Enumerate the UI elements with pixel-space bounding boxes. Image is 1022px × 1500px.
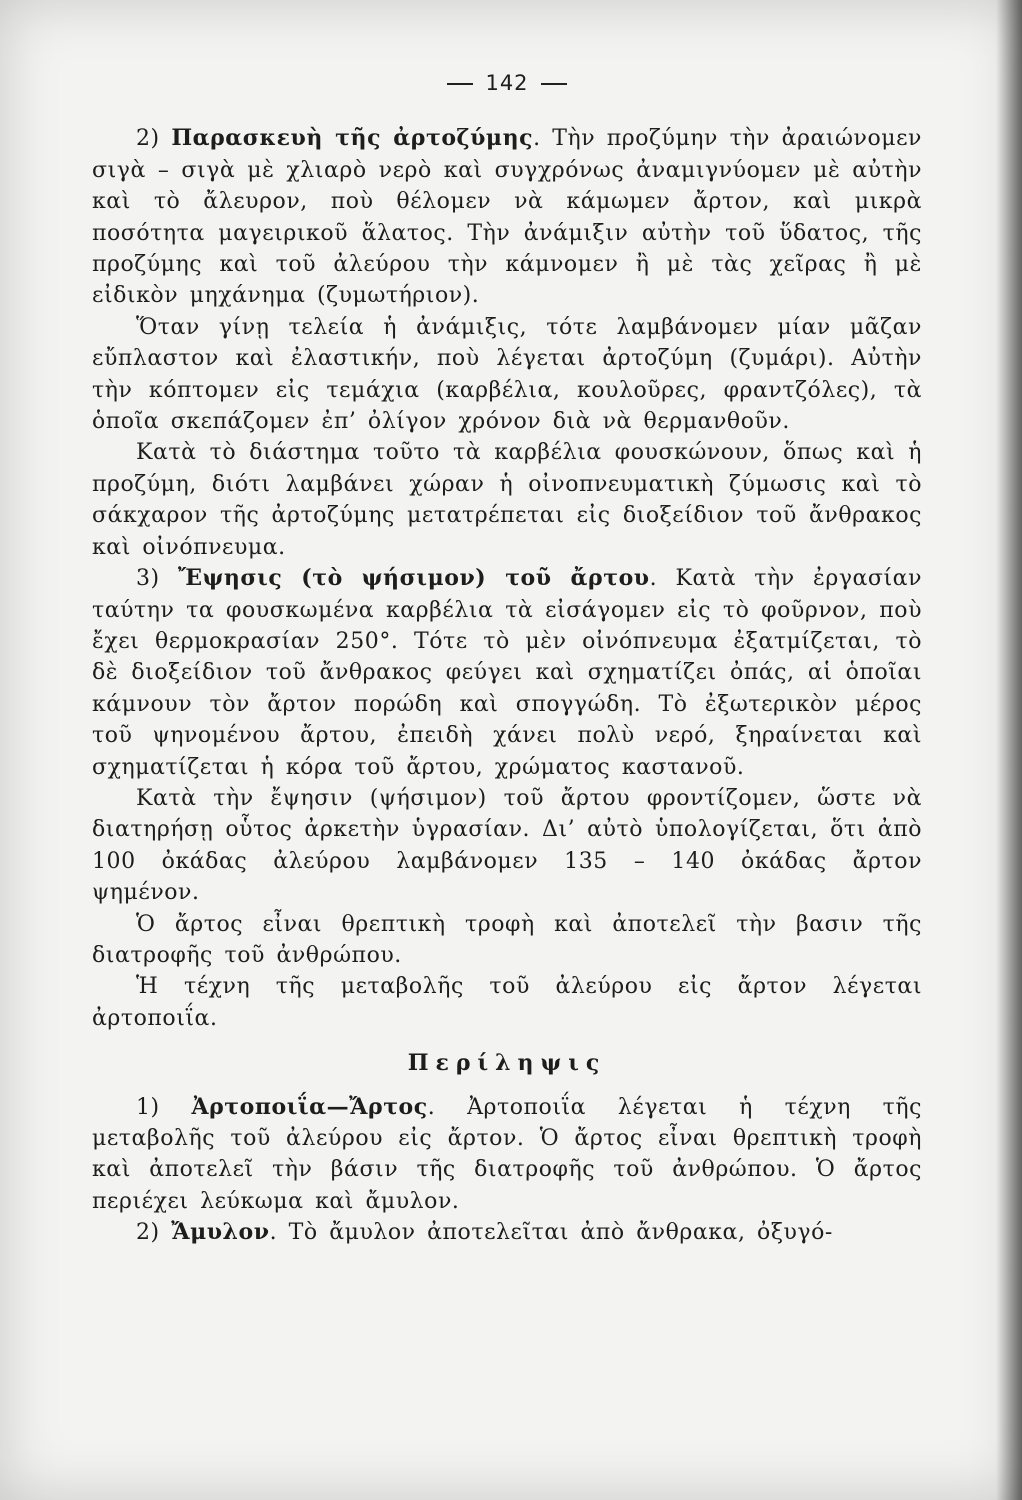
summary-text: . Τὸ ἄμυλον ἀποτελεῖται ἀπὸ ἄνθρακα, ὀξυγό- — [269, 1220, 833, 1246]
section-title: Ἔψησις (τὸ ψήσιμον) τοῦ ἄρτου — [178, 565, 650, 592]
summary-number: 2) — [136, 1220, 172, 1246]
page-text — [92, 68, 922, 1249]
section-number: 3) — [136, 566, 178, 592]
summary-title: Ἄμυλον — [171, 1219, 270, 1246]
page-number — [92, 68, 922, 99]
section-title: Παρασκευὴ τῆς ἀρτοζύμης — [171, 125, 534, 152]
paragraph-text: Ὁ ἄρτος εἶναι θρεπτικὴ τροφὴ καὶ ἀποτελεῖ τὴν βασιν τῆς διατροφῆς τοῦ ἀνθρώπου. — [92, 911, 922, 968]
paragraph-bread-dough — [92, 123, 922, 311]
summary-item-starch — [92, 1217, 922, 1248]
page-edge-shadow — [996, 0, 1022, 1500]
paragraph-text: Ἡ τέχνη τῆς μεταβολῆς τοῦ ἀλεύρου εἰς ἄρτον λέγεται ἀρτοποιΐα. — [92, 974, 922, 1031]
paragraph-text: . Κατὰ τὴν ἐργασίαν ταύτην τα φουσκωμένα καρβέλια τὰ εἰσάγομεν εἰς τὸ φοῦρνον, ποὺ ἔχει θερμοκρασίαν 250°. Τότε τὸ μὲν οἰνόπνευμα ἐξατμίζεται, τὸ δὲ διοξείδιον τοῦ ἄνθρακος φεύγει καὶ σχηματίζει ὀπάς, αἱ ὁποῖαι κάμνουν τὸν ἄρτον πορώδη καὶ σπογγώδη. Τὸ ἐξωτερικὸν μέρος τοῦ ψηνομένου ἄρτου, ἐπειδὴ χάνει πολὺ νερό, ξηραίνεται καὶ σχηματίζεται ἡ κόρα τοῦ ἄρτου, χρώματος καστανοῦ. — [92, 566, 923, 780]
paragraph-text: Ὅταν γίνῃ τελεία ἡ ἀνάμιξις, τότε λαμβάνομεν μίαν μᾶζαν εὔπλαστον καὶ ἐλαστικήν, ποὺ λέγεται ἀρτοζύμη (ζυμάρι). Αὐτὴν τὴν κόπτομεν εἰς τεμάχια (καρβέλια, κουλοῦρες, φραντζόλες), τὰ ὁποῖα σκεπάζομεν ἐπ’ ὀλίγον χρόνον διὰ νὰ θερμανθοῦν. — [92, 314, 922, 435]
paragraph-moisture — [92, 783, 922, 909]
paragraph-definition — [92, 971, 922, 1034]
summary-text: . Ἀρτοποιΐα λέγεται ἡ τέχνη τῆς μεταβολῆς τοῦ ἀλεύρου εἰς ἄρτον. Ὁ ἄρτος εἶναι θρεπτικὴ τροφὴ καὶ ἀποτελεῖ τὴν βάσιν τῆς διατροφῆς τοῦ ἀνθρώπου. Ὁ ἄρτος περιέχει λεύκωμα καὶ ἄμυλον. — [92, 1094, 922, 1214]
page-number-left-dash — [447, 83, 473, 85]
section-number: 2) — [136, 126, 172, 152]
summary-title: Ἀρτοποιΐα—Ἄρτος — [191, 1093, 428, 1120]
paragraph-text: Κατὰ τὴν ἔψησιν (ψήσιμον) τοῦ ἄρτου φροντίζομεν, ὥστε νὰ διατηρήσῃ οὗτος ἀρκετὴν ὑγρασίαν. Δι’ αὐτὸ ὑπολογίζεται, ὅτι ἀπὸ 100 ὀκάδας ἀλεύρου λαμβάνομεν 135 – 140 ὀκάδας ἄρτον ψημένον. — [92, 785, 922, 906]
paragraph-text: . Τὴν προζύμην τὴν ἀραιώνομεν σιγὰ – σιγὰ μὲ χλιαρὸ νερὸ καὶ συγχρόνως ἀναμιγνύομεν μὲ αὐτὴν καὶ τὸ ἄλευρον, ποὺ θέλομεν νὰ κάμωμεν ἄρτον, καὶ μικρὰ ποσότητα μαγειρικοῦ ἅλατος. Τὴν ἀνάμιξιν αὐτὴν τοῦ ὕδατος, τῆς προζύμης καὶ τοῦ ἀλεύρου τὴν κάμνομεν ἢ μὲ τὰς χεῖρας ἢ μὲ εἰδικὸν μηχάνημα (ζυμωτήριον). — [92, 126, 922, 309]
page-number-value: 142 — [485, 71, 529, 95]
paragraph-nutrition — [92, 909, 922, 972]
summary-number: 1) — [136, 1094, 192, 1120]
paragraph-rising — [92, 437, 922, 563]
paragraph-kneading — [92, 312, 922, 438]
paragraph-baking — [92, 563, 922, 783]
summary-heading: Περίληψις — [407, 1050, 607, 1077]
paragraph-text: Κατὰ τὸ διάστημα τοῦτο τὰ καρβέλια φουσκώνουν, ὅπως καὶ ἡ προζύμη, διότι λαμβάνει χώραν ἡ οἰνοπνευματικὴ ζύμωσις καὶ τὸ σάκχαρον τῆς ἀρτοζύμης μετατρέπεται εἰς διοξείδιον τοῦ ἄνθρακος καὶ οἰνόπνευμα. — [92, 440, 922, 560]
summary-item-bread — [92, 1092, 922, 1218]
page-number-right-dash — [541, 83, 567, 85]
